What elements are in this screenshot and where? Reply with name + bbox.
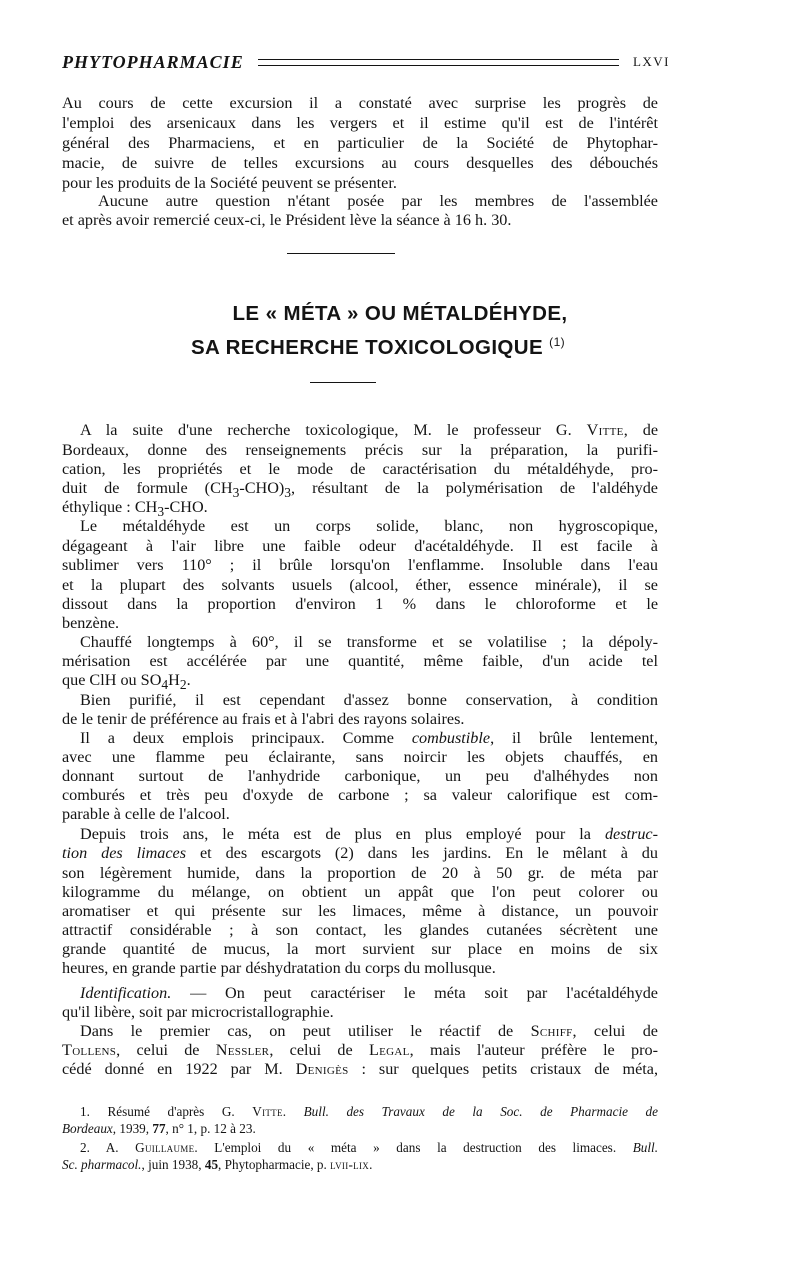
para6-line: heures, en grande partie par déshydratation du corps du mollusque.: [62, 959, 496, 977]
para5-line: parable à celle de l'alcool.: [62, 805, 230, 823]
text-run: .: [186, 671, 191, 689]
text-run: Dans le premier cas, on peut utiliser le réactif de: [80, 1022, 531, 1040]
closing-line: et après avoir remercié ceux-ci, le Président lève la séance à 16 h. 30.: [62, 211, 512, 229]
para4-line: de le tenir de préférence au frais et à l'abri des rayons solaires.: [62, 710, 465, 728]
text-run: , 1939,: [112, 1121, 153, 1136]
text-run: , celui de: [572, 1022, 658, 1040]
text-run: H: [168, 671, 180, 689]
article-title-text: SA RECHERCHE TOXICOLOGIQUE: [190, 335, 544, 359]
para6-line: kilogramme du mélange, on obtient un appât que l'on peut colorer ou: [62, 883, 658, 901]
text-run: , de: [623, 421, 659, 439]
footnote-2: [80, 1140, 658, 1157]
para5-line: [80, 729, 658, 749]
journal-name: Sc. pharmacol.: [62, 1157, 142, 1172]
intro-line: pour les produits de la Société peuvent se présenter.: [62, 174, 397, 192]
closing-line: Aucune autre question n'étant posée par les membres de l'assemblée: [98, 192, 658, 210]
italic-term: combustible: [411, 729, 491, 747]
text-run: 1. Résumé d'après G.: [80, 1104, 253, 1119]
para1-line: [80, 421, 658, 441]
journal-name: Bull. des Travaux de la Soc. de Pharmacie de: [303, 1104, 658, 1119]
text-run: et des escargots (2) dans les jardins. En le mêlant à du: [186, 844, 658, 862]
intro-line: Au cours de cette excursion il a constaté avec surprise les progrès de: [62, 94, 658, 112]
text-run: 2. A.: [80, 1140, 136, 1155]
title-footnote-ref: (1): [549, 335, 566, 349]
section-divider: [287, 253, 395, 254]
text-run: .: [282, 1104, 304, 1119]
running-header: [62, 50, 670, 74]
para3-line: Chauffé longtemps à 60°, il se transforme et se volatilise ; la dépoly-: [80, 633, 658, 651]
text-run: Il a deux emplois principaux. Comme: [80, 729, 412, 747]
volume-number: 45: [204, 1157, 219, 1172]
text-run: duit de formule (CH: [62, 479, 233, 497]
header-double-rule: [258, 59, 619, 66]
text-run: Depuis trois ans, le méta est de plus en plus employé pour la: [80, 825, 605, 843]
text-run: , celui de: [116, 1041, 216, 1059]
subscript: 3: [284, 485, 292, 501]
text-run: : sur quelques petits cristaux de méta,: [348, 1060, 658, 1078]
para8-line: [62, 1060, 658, 1080]
text-run: A la suite d'une recherche toxicologique, M. le professeur G.: [80, 421, 572, 439]
para7-line: [80, 984, 658, 1004]
para6-line: attractif considérable ; à son contact, les glandes cutanées sécrètent une: [62, 921, 658, 939]
italic-term: tion des limaces: [62, 844, 187, 862]
text-run: cédé donné en 1922 par M.: [62, 1060, 296, 1078]
author-name: Vitte: [252, 1104, 283, 1119]
para2-line: et la plupart des solvants usuels (alcool, éther, essence minérale), il se: [62, 576, 658, 594]
text-run: — On peut caractériser le méta soit par l'acétaldéhyde: [171, 984, 658, 1002]
italic-heading: Identification.: [80, 984, 172, 1002]
author-name: Schiff: [530, 1022, 573, 1040]
text-run: -CHO.: [164, 498, 208, 516]
subscript: 3: [232, 485, 240, 501]
text-run: , mais l'auteur préfère le pro-: [409, 1041, 658, 1059]
para6-line: [62, 844, 658, 864]
para2-line: dissout dans la proportion d'environ 1 % dans le chloroforme et le: [62, 595, 658, 613]
intro-line: macie, de suivre de telles excursions au cours desquelles des débouchés: [62, 154, 658, 172]
para5-line: avec une flamme peu éclairante, sans noircir les objets chauffés, en: [62, 748, 658, 766]
page-range: lvii-lix: [330, 1157, 370, 1172]
author-name: Legal: [368, 1041, 410, 1059]
para1-line: Bordeaux, donne des renseignements précis sur la préparation, la purifi-: [62, 441, 658, 459]
para8-line: [80, 1022, 658, 1042]
subscript: 4: [161, 677, 169, 693]
text-run: , résultant de la polymérisation de l'aldéhyde: [291, 479, 658, 497]
para5-line: comburés et très peu d'oxyde de carbone ; sa valeur calorifique est com-: [62, 786, 658, 804]
para2-line: Le métaldéhyde est un corps solide, blanc, non hygroscopique,: [80, 517, 658, 535]
text-run: que ClH ou SO: [62, 671, 162, 689]
journal-title: PHYTOPHARMACIE: [62, 51, 244, 72]
para6-line: aromatiser et qui présente sur les limaces, même à distance, un pouvoir: [62, 902, 658, 920]
italic-term: destruc-: [604, 825, 658, 843]
text-run: , Phytopharmacie, p.: [218, 1157, 331, 1172]
para5-line: donnant surtout de l'anhydride carbonique, un peu d'alhéhydes non: [62, 767, 658, 785]
journal-name: Bull.: [632, 1140, 658, 1155]
para8-line: [62, 1041, 658, 1061]
para1-line: cation, les propriétés et le mode de caractérisation du métaldéhyde, pro-: [62, 460, 658, 478]
para2-line: sublimer vers 110° ; il brûle lorsqu'on l'enflamme. Insoluble dans l'eau: [62, 556, 658, 574]
subscript: 2: [179, 677, 187, 693]
text-run: . L'emploi du « méta » dans la destruction des limaces.: [194, 1140, 633, 1155]
text-run: .: [369, 1157, 373, 1172]
author-name: Tollens: [62, 1041, 117, 1059]
author-name: Vitte: [586, 421, 624, 439]
para4-line: Bien purifié, il est cependant d'assez bonne conservation, à condition: [80, 691, 658, 709]
text-run: , n° 1, p. 12 à 23.: [165, 1121, 256, 1136]
author-name: Guillaume: [135, 1140, 195, 1155]
page-number: LXVI: [632, 54, 670, 69]
para7-line: qu'il libère, soit par microcristallographie.: [62, 1003, 334, 1021]
article-title-line1: LE « MÉTA » OU MÉTALDÉHYDE,: [232, 302, 568, 325]
para2-line: dégageant à l'air libre une faible odeur d'acétaldéhyde. Il est facile à: [62, 537, 658, 555]
volume-number: 77: [152, 1121, 166, 1136]
journal-name: Bordeaux: [62, 1121, 113, 1136]
text-run: , celui de: [269, 1041, 369, 1059]
para6-line: son légèrement humide, dans la proportion de 20 à 50 gr. de méta par: [62, 864, 658, 882]
article-title-line2: [40, 335, 716, 360]
subscript: 3: [157, 504, 165, 520]
para6-line: grande quantité de mucus, la mort survient sur place en moins de six: [62, 940, 658, 958]
intro-line: général des Pharmaciens, et en particulier de la Société de Phytophar-: [62, 134, 658, 152]
para6-line: [80, 825, 658, 845]
intro-line: l'emploi des arsenicaux dans les vergers et il estime qu'il est de l'intérêt: [62, 114, 658, 132]
para2-line: benzène.: [62, 614, 120, 632]
footnote-2-cont: [62, 1157, 658, 1174]
author-name: Nessler: [215, 1041, 270, 1059]
text-run: , juin 1938,: [141, 1157, 205, 1172]
footnote-1-cont: [62, 1121, 658, 1138]
text-run: éthylique : CH: [62, 498, 158, 516]
text-run: -CHO): [239, 479, 285, 497]
title-divider: [310, 382, 376, 383]
para3-line: mérisation est accélérée par une quantité, même faible, d'un acide tel: [62, 652, 658, 670]
author-name: Denigès: [295, 1060, 349, 1078]
footnote-1: [80, 1104, 658, 1121]
text-run: , il brûle lentement,: [490, 729, 658, 747]
